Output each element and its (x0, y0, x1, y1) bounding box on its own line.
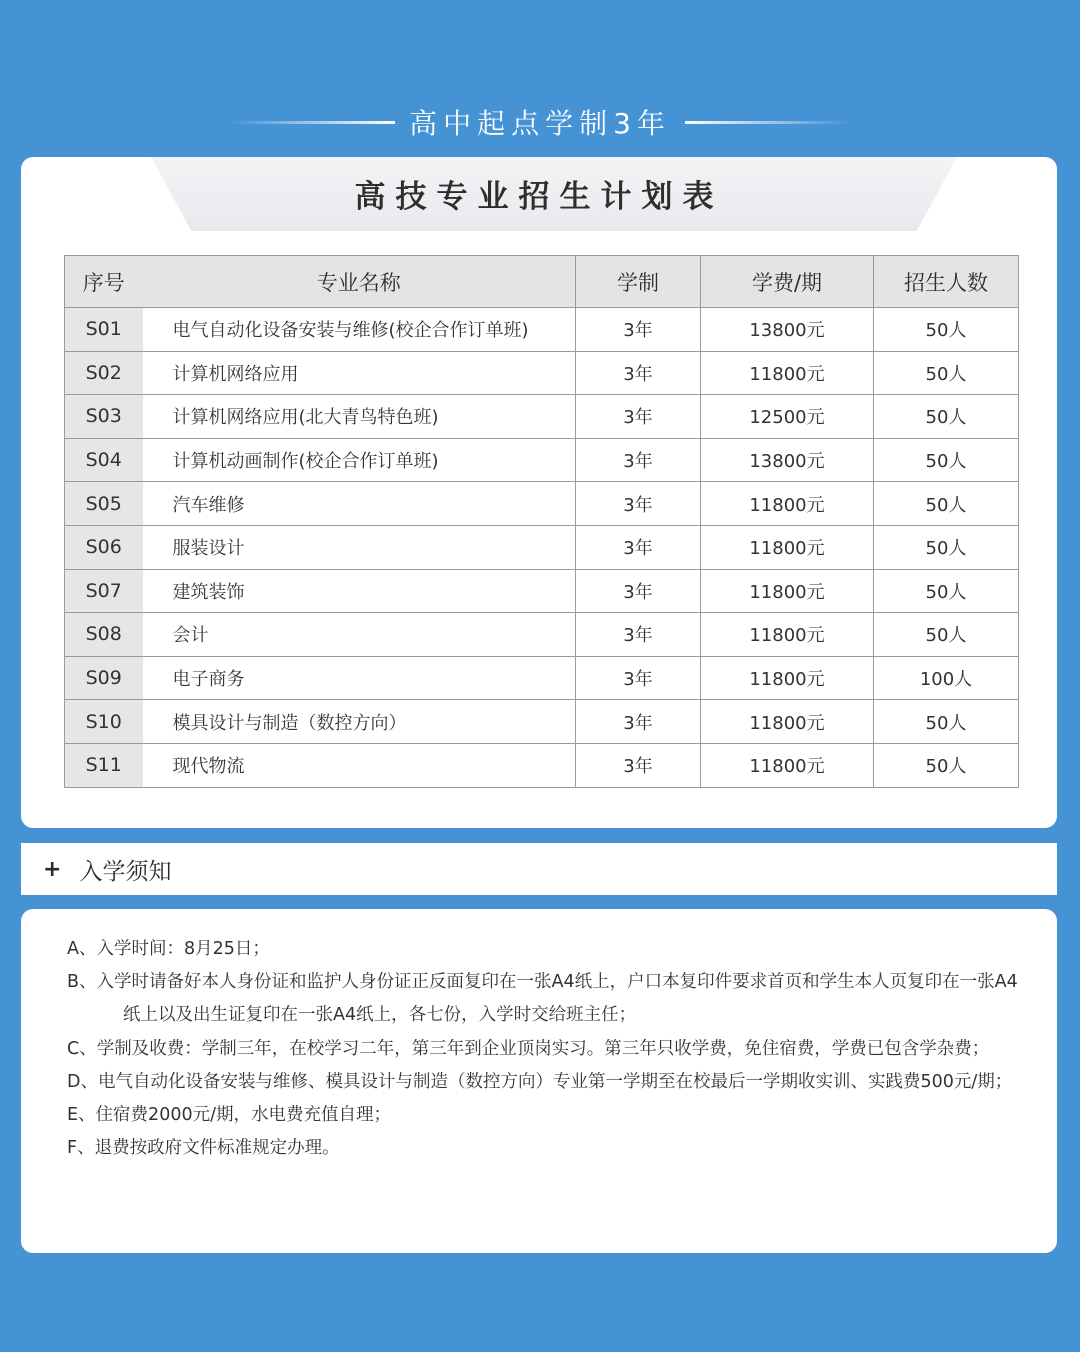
cell-years: 3年 (576, 308, 701, 352)
cell-major: 电气自动化设备安装与维修(校企合作订单班) (143, 308, 576, 352)
cell-major: 电子商务 (143, 656, 576, 700)
notice-item-e: E、住宿费2000元/期，水电费充值自理； (67, 1105, 391, 1126)
cell-fee: 11800元 (701, 700, 874, 744)
cell-years: 3年 (576, 438, 701, 482)
notice-heading-label: 入学须知 (79, 858, 172, 885)
column-header-no: 序号 (65, 256, 143, 308)
notice-item-a: A、入学时间：8月25日； (67, 939, 270, 959)
table-row (65, 525, 1019, 569)
cell-major: 服装设计 (143, 525, 576, 569)
table-row (65, 395, 1019, 439)
cell-fee: 11800元 (701, 656, 874, 700)
cell-major: 计算机动画制作(校企合作订单班) (143, 438, 576, 482)
cell-no: S06 (65, 525, 143, 569)
notice-item-d: D、电气自动化设备安装与维修、模具设计与制造（数控方向）专业第一学期至在校最后一学期收实训、实践费500元/期； (67, 1071, 1013, 1092)
notice-heading[interactable] (43, 843, 171, 895)
notice-heading-bar[interactable] (21, 843, 1057, 895)
cell-fee: 11800元 (701, 482, 874, 526)
cell-fee: 11800元 (701, 613, 874, 657)
cell-major: 汽车维修 (143, 482, 576, 526)
cell-quota: 50人 (874, 700, 1019, 744)
cell-quota: 50人 (874, 438, 1019, 482)
cell-major: 模具设计与制造（数控方向） (143, 700, 576, 744)
cell-years: 3年 (576, 525, 701, 569)
cell-no: S08 (65, 613, 143, 657)
cell-no: S11 (65, 743, 143, 787)
cell-quota: 50人 (874, 613, 1019, 657)
enrollment-plan-table (64, 255, 1019, 788)
table-row (65, 700, 1019, 744)
cell-no: S04 (65, 438, 143, 482)
section-header (0, 98, 1080, 146)
column-header-years: 学制 (576, 256, 701, 308)
cell-fee: 11800元 (701, 351, 874, 395)
table-row (65, 613, 1019, 657)
cell-no: S02 (65, 351, 143, 395)
cell-quota: 50人 (874, 743, 1019, 787)
notice-card (21, 909, 1057, 1253)
header-divider-left (230, 121, 395, 124)
cell-no: S10 (65, 700, 143, 744)
column-header-major: 专业名称 (143, 256, 576, 308)
cell-quota: 50人 (874, 395, 1019, 439)
cell-years: 3年 (576, 351, 701, 395)
cell-quota: 50人 (874, 525, 1019, 569)
cell-fee: 11800元 (701, 569, 874, 613)
cell-major: 会计 (143, 613, 576, 657)
cell-quota: 100人 (874, 656, 1019, 700)
cell-quota: 50人 (874, 482, 1019, 526)
table-row (65, 308, 1019, 352)
cell-fee: 11800元 (701, 743, 874, 787)
cell-major: 现代物流 (143, 743, 576, 787)
cell-quota: 50人 (874, 308, 1019, 352)
enrollment-plan-card (21, 157, 1057, 828)
cell-no: S09 (65, 656, 143, 700)
cell-fee: 13800元 (701, 438, 874, 482)
cell-no: S01 (65, 308, 143, 352)
table-title: 高技专业招生计划表 (354, 179, 724, 215)
section-title: 高中起点学制3年 (409, 107, 671, 140)
cell-years: 3年 (576, 700, 701, 744)
cell-years: 3年 (576, 395, 701, 439)
cell-major: 计算机网络应用 (143, 351, 576, 395)
cell-years: 3年 (576, 656, 701, 700)
cell-major: 建筑装饰 (143, 569, 576, 613)
notice-item-f: F、退费按政府文件标准规定办理。 (67, 1138, 340, 1159)
header-divider-right (685, 121, 850, 124)
table-row (65, 482, 1019, 526)
table-header-row (65, 256, 1019, 308)
cell-fee: 13800元 (701, 308, 874, 352)
cell-no: S05 (65, 482, 143, 526)
cell-years: 3年 (576, 743, 701, 787)
cell-quota: 50人 (874, 351, 1019, 395)
cell-years: 3年 (576, 569, 701, 613)
column-header-quota: 招生人数 (874, 256, 1019, 308)
table-row (65, 656, 1019, 700)
column-header-fee: 学费/期 (701, 256, 874, 308)
table-row (65, 351, 1019, 395)
cell-quota: 50人 (874, 569, 1019, 613)
plus-icon: + (43, 856, 62, 882)
cell-years: 3年 (576, 482, 701, 526)
cell-fee: 12500元 (701, 395, 874, 439)
notice-list (67, 933, 1027, 1165)
cell-major: 计算机网络应用(北大青鸟特色班) (143, 395, 576, 439)
notice-item-c: C、学制及收费：学制三年，在校学习二年，第三年到企业顶岗实习。第三年只收学费，免住宿费，学费已包含学杂费； (67, 1038, 990, 1059)
notice-item-b: B、入学时请备好本人身份证和监护人身份证正反面复印在一张A4纸上，户口本复印件要求首页和学生本人页复印在一张A4纸上以及出生证复印在一张A4纸上，各七份，入学时交给班主任； (67, 972, 1018, 1026)
table-row (65, 569, 1019, 613)
cell-years: 3年 (576, 613, 701, 657)
cell-no: S07 (65, 569, 143, 613)
table-row (65, 743, 1019, 787)
cell-no: S03 (65, 395, 143, 439)
table-row (65, 438, 1019, 482)
cell-fee: 11800元 (701, 525, 874, 569)
